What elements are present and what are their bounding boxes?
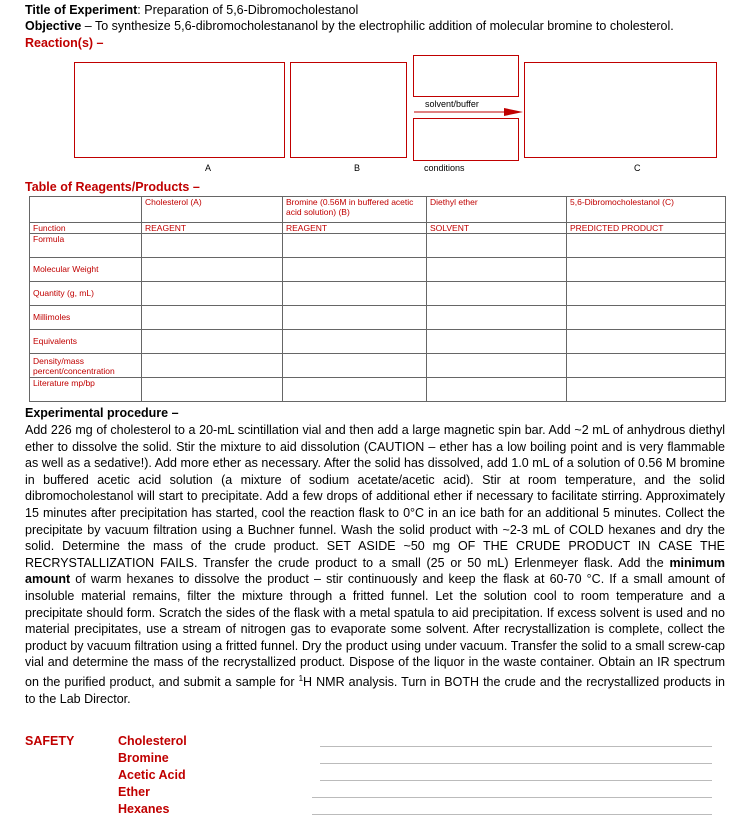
- reactant-a-box: [74, 62, 285, 158]
- column-header: Cholesterol (A): [142, 197, 283, 223]
- table-cell[interactable]: [283, 258, 427, 282]
- conditions-box: [413, 118, 519, 161]
- table-cell: REAGENT: [283, 223, 427, 234]
- safety-label: SAFETY: [25, 734, 75, 748]
- objective-label: Objective: [25, 19, 82, 33]
- table-row: [30, 306, 726, 330]
- procedure-text-part: H NMR analysis. Turn in BOTH the crude and the recrystallized products in to the Lab Director.: [25, 675, 725, 706]
- safety-item: Acetic Acid: [118, 768, 186, 782]
- reactions-label: Reaction(s) –: [25, 36, 104, 50]
- label-b: B: [354, 163, 361, 173]
- table-cell[interactable]: [567, 354, 726, 378]
- table-cell: REAGENT: [142, 223, 283, 234]
- table-row: [30, 234, 726, 258]
- table-cell: PREDICTED PRODUCT: [567, 223, 726, 234]
- table-cell[interactable]: [427, 234, 567, 258]
- table-cell[interactable]: [283, 330, 427, 354]
- table-cell[interactable]: [567, 282, 726, 306]
- row-label: Formula: [30, 234, 142, 258]
- column-header: 5,6-Dibromocholestanol (C): [567, 197, 726, 223]
- table-row: [30, 378, 726, 402]
- procedure-text-part: Add 226 mg of cholesterol to a 20-mL scintillation vial and then add a large magnetic spin bar. Add ~2 mL of anhydrous diethyl ether to dissolve the solid. Stir the mixture to aid dissolution (CAUTION – ether has a low boiling point and is very flammable as well as a sedative!). Add more ether as necessary. After the solid has dissolved, add 1.0 mL of a solution of 0.56 M bromine in buffered acetic acid solution (a mixture of sodium acetate/acetic acid). Stir at room temperature, and the solid dibromocholestanol will start to precipitate. Add a few drops of additional ether if necessary to facilitate stirring. Approximately 15 minutes after precipitation has started, cool the reaction flask to 0°C in an ice bath for an additional 5 minutes. Collect the precipitate by vacuum filtration using a Buchner funnel. Wash the solid product with ~2-3 mL of COLD hexanes and dry the solid. Determine the mass of the crude product. SET ASIDE ~50 mg OF THE CRUDE PRODUCT IN CASE THE RECRYSTALLIZATION FAILS. Transfer the crude product to a small (25 or 50 mL) Erlenmeyer flask. Add the: [25, 423, 725, 570]
- table-cell[interactable]: [427, 378, 567, 402]
- safety-item: Ether: [118, 785, 150, 799]
- objective-value: – To synthesize 5,6-dibromocholestananol by the electrophilic addition of molecular bromine to cholesterol.: [81, 19, 674, 33]
- table-corner-cell: [30, 197, 142, 223]
- table-heading: Table of Reagents/Products –: [25, 180, 200, 194]
- title-label: Title of Experiment: [25, 3, 138, 17]
- product-c-box: [524, 62, 717, 158]
- reaction-arrow-icon: [412, 105, 524, 117]
- title-line: [25, 3, 358, 18]
- row-label: Equivalents: [30, 330, 142, 354]
- row-label: Function: [30, 223, 142, 234]
- safety-item: Cholesterol: [118, 734, 187, 748]
- safety-answer-line[interactable]: [320, 746, 712, 747]
- safety-answer-line[interactable]: [320, 763, 712, 764]
- procedure-bold-phrase: minimum amount: [25, 555, 725, 587]
- solvent-box: [413, 55, 519, 97]
- column-header: Bromine (0.56M in buffered acetic acid solution) (B): [283, 197, 427, 223]
- procedure-text: [25, 422, 725, 707]
- objective-line: [25, 19, 674, 34]
- row-label: Millimoles: [30, 306, 142, 330]
- table-cell[interactable]: [567, 330, 726, 354]
- table-cell[interactable]: [567, 258, 726, 282]
- procedure-heading: Experimental procedure –: [25, 406, 179, 420]
- table-cell[interactable]: [142, 354, 283, 378]
- table-cell[interactable]: [427, 282, 567, 306]
- table-row: [30, 282, 726, 306]
- table-header-row: [30, 197, 726, 223]
- table-row: [30, 330, 726, 354]
- label-c: C: [634, 163, 641, 173]
- table-cell: SOLVENT: [427, 223, 567, 234]
- table-cell[interactable]: [142, 282, 283, 306]
- table-cell[interactable]: [427, 330, 567, 354]
- safety-item: Hexanes: [118, 802, 170, 816]
- label-a: A: [205, 163, 212, 173]
- safety-item: Bromine: [118, 751, 169, 765]
- table-cell[interactable]: [142, 234, 283, 258]
- table-cell[interactable]: [283, 306, 427, 330]
- table-cell[interactable]: [283, 234, 427, 258]
- table-cell[interactable]: [567, 234, 726, 258]
- table-cell[interactable]: [427, 258, 567, 282]
- table-cell[interactable]: [283, 378, 427, 402]
- safety-answer-line[interactable]: [312, 797, 712, 798]
- title-value: : Preparation of 5,6-Dibromocholestanol: [137, 3, 359, 17]
- row-label: Density/mass percent/concentration: [30, 354, 142, 378]
- table-row: [30, 258, 726, 282]
- row-label: Molecular Weight: [30, 258, 142, 282]
- column-header: Diethyl ether: [427, 197, 567, 223]
- table-cell[interactable]: [283, 354, 427, 378]
- solvent-label: solvent/buffer: [425, 99, 479, 109]
- procedure-text-part: of warm hexanes to dissolve the product – stir continuously and keep the flask at 60-70 °C. If a small amount of insoluble material remains, filter the mixture through a fritted funnel. Let the solution cool to room temperature and a precipitate should form. Scratch the sides of the flask with a metal spatula to aid precipitation. If excess solvent is used and no material precipitates, use a stream of nitrogen gas to evaporate some solvent. After recrystallization is complete, collect the product by vacuum filtration using a fritted funnel. Dry the product using under vacuum. Transfer the solid to a small screw-cap vial and determine the mass of the recrystallized product. Dispose of the liquor in the waste container. Obtain an IR spectrum on the purified product, and submit a sample for: [25, 572, 725, 690]
- row-label: Quantity (g, mL): [30, 282, 142, 306]
- table-cell[interactable]: [427, 306, 567, 330]
- table-cell[interactable]: [142, 330, 283, 354]
- table-cell[interactable]: [427, 354, 567, 378]
- procedure-superscript: 1: [298, 673, 304, 683]
- conditions-label: conditions: [424, 163, 465, 173]
- table-cell[interactable]: [142, 306, 283, 330]
- reactant-b-box: [290, 62, 407, 158]
- table-cell[interactable]: [567, 378, 726, 402]
- table-row-function: [30, 223, 726, 234]
- table-cell[interactable]: [142, 378, 283, 402]
- table-cell[interactable]: [567, 306, 726, 330]
- row-label: Literature mp/bp: [30, 378, 142, 402]
- table-row: [30, 354, 726, 378]
- reagents-table: [29, 196, 726, 402]
- table-cell[interactable]: [283, 282, 427, 306]
- table-cell[interactable]: [142, 258, 283, 282]
- safety-answer-line[interactable]: [320, 780, 712, 781]
